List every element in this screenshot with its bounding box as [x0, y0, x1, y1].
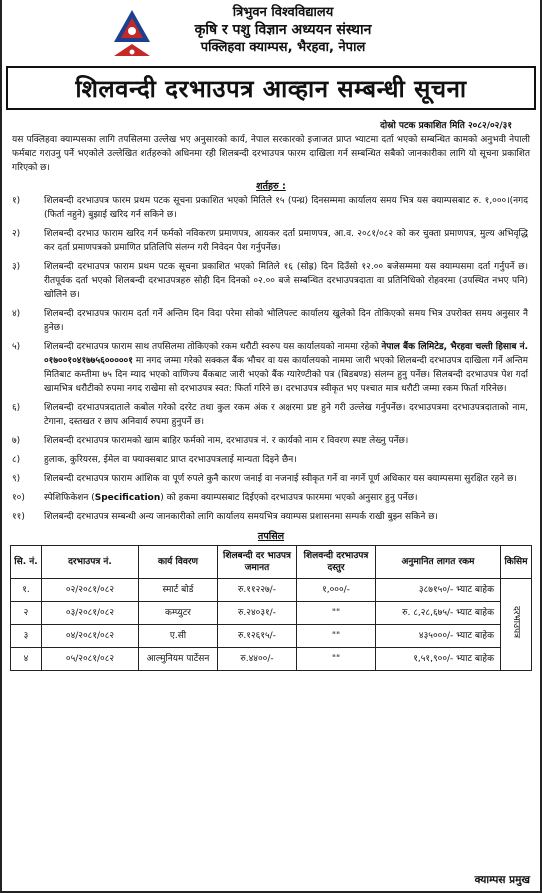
cell-fee: "" [297, 602, 376, 625]
term-number: १) [12, 196, 21, 206]
term-item [12, 260, 528, 302]
col-header-security: शिलबन्दी दर भाउपत्र जमानत [218, 546, 297, 579]
term-item [12, 510, 528, 524]
term-text: शिलबन्दी दरभाउपत्र फाराम प्रथम पटक सूचना प्रकाशित भएको मितिले १६ (सोह्र) दिन दिउँसो १२.०० बजेसम्ममा यस क्याम्पसमा दर्ता गर्नुपर्ने छ। रीतपूर्वक दर्ता भएको शिलबन्दी दरभाउपत्रहरु सोही दिन दिनको ०२.०० बजे सम्बन्धित दरभाउपत्रदाता वा प्रतिनिधिको रोहवरमा (उपस्थित नभए पनि) खोलिने छ। [44, 262, 528, 300]
term-number: ९) [12, 474, 21, 484]
cell-fee: १,०००/- [297, 579, 376, 602]
intro-paragraph: यस पक्लिहवा क्याम्पसका लागि तपसिलमा उल्लेख भए अनुसारको कार्य, नेपाल सरकारको इजाजत प्राप्त भ्याटमा दर्ता भएको सम्बन्धित कामको अनुभवी नेपाली फर्मबाट गराउनु पर्ने भएकोले उल्लेखित शर्तहरुको अधिनमा रही शिलबन्दी दरभाउपत्र फारम दाखिला गर्न सम्बन्धित सबैको जानकारीका लागि यो सूचना प्रकाशित गरिएको छ। [12, 135, 530, 173]
term-text-part: स्पेशिफिकेशन ( [44, 493, 95, 503]
cell-kind [501, 579, 532, 671]
publication-date: दोस्रो पटक प्रकाशित मिति २०८२/०२/३१ [380, 121, 512, 131]
cell-work: कम्प्युटर [139, 602, 218, 625]
term-number: ४) [12, 309, 21, 319]
term-number: ५) [12, 342, 21, 352]
table-row [11, 625, 532, 648]
col-header-fee: शिलवन्दी दरभाउपत्र दस्तुर [297, 546, 376, 579]
cell-bid-no: ०४/२०८१/०८२ [42, 625, 139, 648]
term-text-part: मा नगद जम्मा गरेको सक्कल बैंक भौचर वा यस कार्यालयको नाममा जारी भएको शिलबन्दी दरभाउपत्र दाखिला गर्ने अन्तिम मितिबाट कम्तीमा ७५ दिन म्याद भएको वाणिज्य बैंकबाट जारी भएको बैंक ग्यारेण्टीको पत्र (बिडबण्ड) संलग्न हुनु पर्नेछ। सिलबन्दी दरभाउपत्र पेश गर्दा खामभित्र धरौटीको रुपमा नगद राखेमा सो दरभाउपत्र स्वत: फिर्ता गरिने छ। दरभाउपत्र स्वीकृत भए पश्चात मात्र धरौटी जम्मा रकम फिर्ता गरिनेछ। [44, 356, 528, 394]
cell-security: रु.२४०३१/- [218, 602, 297, 625]
terms-list [8, 194, 534, 524]
schedule-table [10, 545, 532, 671]
term-number: ११) [12, 512, 25, 522]
term-item [12, 472, 528, 486]
cell-sn: ३ [11, 625, 42, 648]
cell-estimate: ३८७१५०/- भ्याट बाहेक [376, 579, 501, 602]
table-row [11, 602, 532, 625]
term-text-part: ) को हकमा क्याम्पसबाट दिईएको दरभाउपत्र फारममा भएको अनुसार हुनु पर्नेछ। [160, 493, 418, 503]
cell-security: रु.११२२७/- [218, 579, 297, 602]
col-header-bid-no: दरभाउपत्र नं. [42, 546, 139, 579]
term-number: १०) [12, 493, 25, 503]
notice-title: शिलवन्दी दरभाउपत्र आव्हान सम्बन्धी सूचना [6, 66, 536, 110]
bank-account-details: नेपाल बैंक लिमिटेड, भैरहवा चल्ती हिसाब नं. ०१७००१०४१७७५६०००००१ [44, 342, 529, 366]
specification-word: Specification [94, 493, 161, 503]
term-text: शिलबन्दी दरभाउ फाराम खरिद गर्न फर्मको नविकरण प्रमाणपत्र, आयकर दर्ता प्रमाणपत्र, आ.व. २०८१/०८२ को कर चुक्ता प्रमाणपत्र, मुल्य अभिवृद्धि कर दर्ता प्रमाणपत्रको प्रमाणित प्रतिलिपि संलग्न गरी निवेदन पेश गर्नुपर्नेछ। [44, 229, 528, 253]
institute-name: कृषि र पशु विज्ञान अध्ययन संस्थान [194, 22, 372, 38]
terms-heading: शर्तहरु : [256, 181, 286, 192]
signatory-title: क्याम्पस प्रमुख [474, 874, 530, 886]
term-number: ६) [12, 403, 21, 413]
term-item [12, 434, 528, 448]
university-name: त्रिभुवन विश्वविद्यालय [232, 5, 334, 20]
col-header-sn: सि. नं. [11, 546, 42, 579]
term-item [12, 307, 528, 335]
col-header-work: कार्य विवरण [139, 546, 218, 579]
term-item [12, 227, 528, 255]
university-logo-icon [112, 8, 152, 60]
cell-bid-no: ०५/२०८१/०८२ [42, 648, 139, 671]
term-item [12, 491, 528, 505]
term-text-part: शिलबन्दी दरभाउपत्र फाराम साथ तपसिलमा तोकिएको रकम धरौटी स्वरुप यस कार्यालयको नाममा रहेको [44, 342, 382, 352]
term-text: शिलबन्दी दरभाउपत्र फाराम आंशिक वा पूर्ण रुपले कुनै कारण जनाई वा नजनाई स्वीकृत गर्ने वा नगर्ने पूर्ण अधिकार यस क्याम्पसमा सुरक्षित रहने छ। [44, 474, 517, 484]
header [8, 0, 534, 66]
term-number: ७) [12, 436, 21, 446]
term-number: ८) [12, 455, 21, 465]
col-header-estimate: अनुमानित लागत रकम [376, 546, 501, 579]
term-item [12, 401, 528, 429]
cell-sn: १. [11, 579, 42, 602]
institution-name [163, 5, 403, 56]
cell-sn: २ [11, 602, 42, 625]
term-text [44, 491, 528, 505]
cell-fee: "" [297, 648, 376, 671]
cell-fee: "" [297, 625, 376, 648]
cell-estimate: १,५१,९००/- भ्याट बाहेक [376, 648, 501, 671]
kind-label: दरभाउपत्र [511, 606, 521, 639]
term-text: शिलबन्दी दरभाउपत्र फारामको खाम बाहिर फर्मको नाम, दरभाउपत्र नं. र कार्यको नाम र विवरण स्पष्ट लेख्नु पर्नेछ। [44, 436, 409, 446]
schedule-heading: तपसिल [257, 531, 285, 542]
cell-sn: ४ [11, 648, 42, 671]
table-row [11, 648, 532, 671]
cell-estimate: ४३५०००/- भ्याट बाहेक [376, 625, 501, 648]
cell-bid-no: ०३/२०८१/०८२ [42, 602, 139, 625]
term-item [12, 453, 528, 467]
term-text: शिलबन्दी दरभाउपत्र फारम प्रथम पटक सूचना प्रकाशित भएको मितिले १५ (पन्ध्र) दिनसम्ममा कार्यालय समय भित्र यस क्याम्पसबाट रु. १,०००।(नगद (फिर्ता नहुने) बुझाई खरिद गर्न सकिने छ। [44, 196, 528, 220]
term-text [44, 340, 528, 396]
campus-name: पक्लिहवा क्याम्पस, भैरहवा, नेपाल [200, 40, 366, 55]
term-text: शिलबन्दी दरभाउपत्र फाराम दर्ता गर्ने अन्तिम दिन विदा परेमा सोको भोलिपल्ट कार्यालय खुलेको दिन तोकिएको समय भित्र उपरोक्त समय अनुसार नै हुनेछ। [44, 309, 528, 333]
term-item [12, 340, 528, 396]
cell-security: रु.१२६१५/- [218, 625, 297, 648]
term-text: हुलाक, कुरियरस, ईमेल वा फ्याक्सबाट प्राप्त दरभाउपत्रलाई मान्यता दिइने छैन। [44, 455, 297, 465]
cell-security: रु.४४००/- [218, 648, 297, 671]
term-text: शिलबन्दी दरभाउपत्र सम्बन्धी अन्य जानकारीको लागि कार्यालय समयभित्र क्याम्पस प्रशासनमा सम्पर्क राखी बुझ्न सकिने छ। [44, 512, 438, 522]
cell-bid-no: ०२/२०८१/०८२ [42, 579, 139, 602]
term-number: २) [12, 229, 21, 239]
term-item [12, 194, 528, 222]
cell-work: आल्मुनियम पार्टेसन [139, 648, 218, 671]
cell-estimate: रु. ८,२८,६७५/- भ्याट बाहेक [376, 602, 501, 625]
term-number: ३) [12, 262, 21, 272]
table-row [11, 579, 532, 602]
cell-work: ए.सी [139, 625, 218, 648]
col-header-kind: किसिम [501, 546, 532, 579]
cell-work: स्मार्ट बोर्ड [139, 579, 218, 602]
table-header-row [11, 546, 532, 579]
term-text: शिलबन्दी दरभाउपत्रदाताले कबोल गरेको दररेट तथा कुल रकम अंक र अक्षरमा प्रष्ट हुने गरी उल्लेख गर्नुपर्नेछ। दरभाउपत्रमा दरभाउपत्रदाताको नाम, टेगाना, दस्तखत र छाप अनिवार्य रुपमा हुनुपर्ने छ। [44, 403, 528, 427]
